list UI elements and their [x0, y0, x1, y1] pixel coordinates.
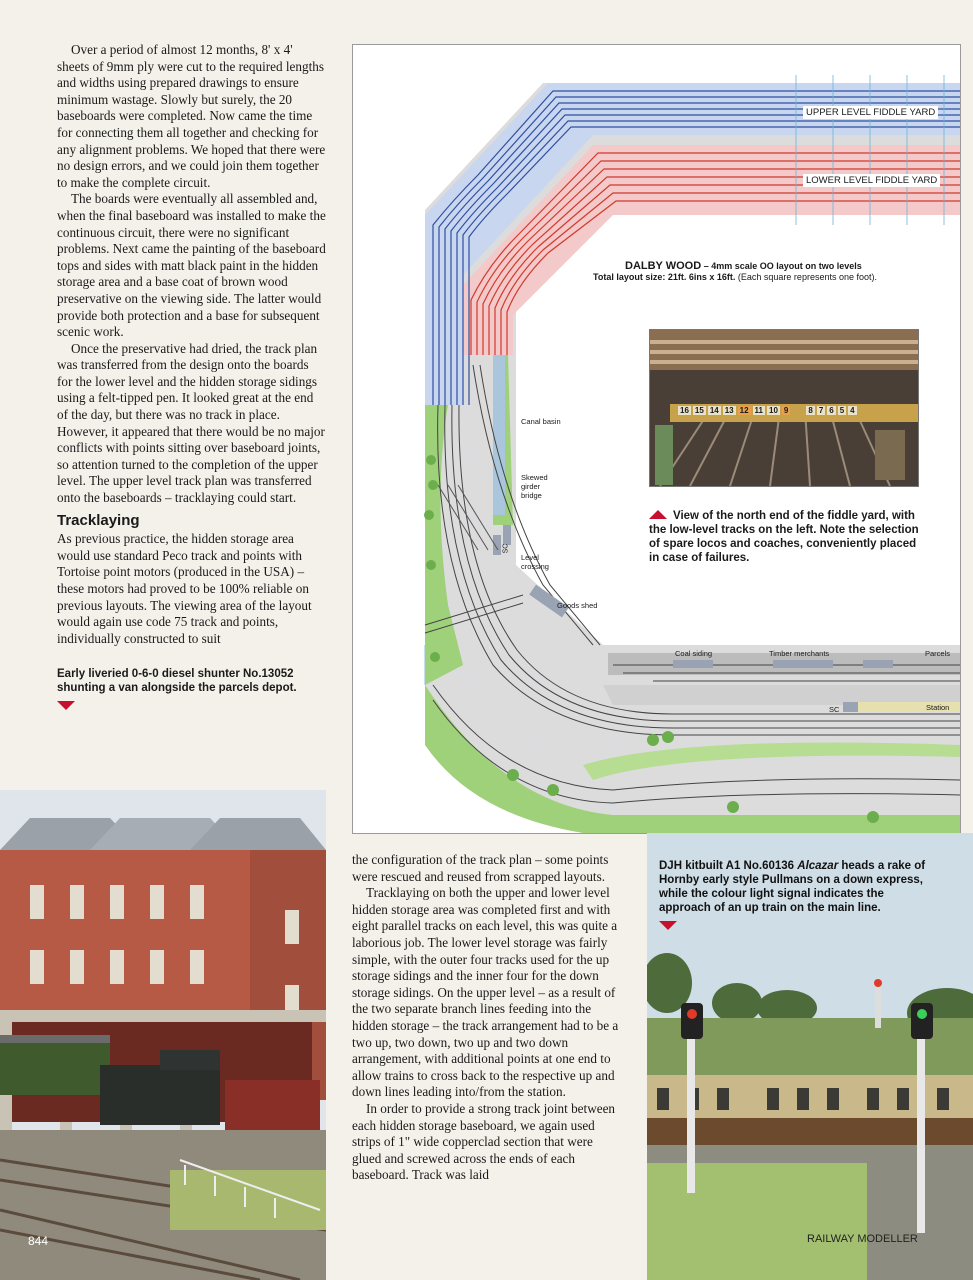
signal-cabin-label: SC	[502, 543, 510, 554]
signal-cabin-label: SC	[829, 705, 840, 714]
station-label: Station	[926, 703, 950, 712]
track-number: 6	[829, 406, 834, 415]
lower-fiddle-yard-text: LOWER LEVEL FIDDLE YARD	[806, 175, 938, 186]
coal-siding-label: Coal siding	[675, 649, 713, 658]
goods-shed-label: Goods shed	[557, 601, 598, 610]
plan-title: DALBY WOOD	[625, 260, 702, 272]
timber-merchants-label: Timber merchants	[769, 649, 830, 658]
plan-size-label: Total layout size:	[593, 272, 666, 282]
page-number: 844	[28, 1234, 49, 1248]
fiddle-yard-numbers	[678, 406, 918, 415]
track-number: 11	[754, 406, 763, 415]
track-number: 7	[818, 406, 824, 415]
paragraph: the configuration of the track plan – some points were rescued and reused from scrapped layouts.	[352, 852, 609, 884]
caption-pointer-icon	[649, 510, 667, 519]
shunter-photo	[0, 790, 326, 1280]
paragraph: Once the preservative had dried, the track plan was transferred from the design onto the boards for the lower level and the hidden storage sidings using a felt-tipped pen. It looked great at the end of the day, but there was no track in place. However, it appeared that there would be no major conflicts with points sitting over baseboard joints, so attention turned to the completion of the upper level. The upper level track plan was transferred onto the baseboards – tracklaying could start.	[57, 340, 325, 506]
track-number: 16	[680, 406, 689, 415]
fiddle-yard-photo	[649, 329, 919, 487]
caption-pointer-icon	[659, 921, 677, 930]
middle-column	[352, 852, 622, 1184]
express-caption	[659, 859, 929, 930]
upper-fiddle-yard-text: UPPER LEVEL FIDDLE YARD	[806, 107, 936, 118]
paragraph: Over a period of almost 12 months, 8' x 4' sheets of 9mm ply were cut to the required lengths and widths using prepared drawings to ensure minimum wastage. Slowly but surely, the 20 baseboards were completed. Now came the time for connecting them all together and checking for any alignment problems. We hoped that there were no design errors, and we could join them together to make the complete circuit.	[57, 42, 326, 190]
paragraph: Tracklaying on both the upper and lower level hidden storage area was completed first and with eight parallel tracks on each level, this was quite a laborious job. The lower level storage was fairly simple, with the outer four tracks used for the up storage sidings and the inner four for the down storage sidings. On the upper level – as a result of the two separate branch lines feeding into the hidden storage – the track arrangement had to be a two up, two down, two up and two down arrangement, with additional points at one end to allow trains to cross back to the respective up and down lines leading into/from the station.	[352, 885, 619, 1100]
express-caption-loco-name: Alcazar	[797, 860, 839, 872]
subheading-tracklaying: Tracklaying	[57, 511, 140, 529]
caption-pointer-icon	[57, 701, 75, 710]
plan-size-value: 21ft. 6ins x 16ft.	[667, 272, 736, 282]
left-column	[57, 42, 327, 710]
paragraph: In order to provide a strong track joint between each hidden storage baseboard, we again used strips of 1" wide copperclad section that were glued and screwed across the ends of each baseboard. Track was laid	[352, 1100, 616, 1183]
parcels-label: Parcels	[925, 649, 951, 658]
fiddle-yard-caption-text: View of the north end of the fiddle yard, with the low-level tracks on the left. Note the selection of spare locos and coaches, conveniently placed in case of failures.	[649, 510, 919, 564]
track-plan	[352, 44, 961, 834]
shunter-photo-art	[0, 790, 326, 1280]
track-number: 8	[808, 406, 813, 415]
paragraph: As previous practice, the hidden storage area would use standard Peco track and points with Tortoise point motors (produced in the USA) – these motors had proved to be 100% reliable on previous layouts. The viewing area of the layout would again use code 75 track and points, individually constructed to suit	[57, 531, 312, 646]
track-number: 15	[694, 406, 704, 415]
plan-square-note: (Each square represents one foot).	[737, 272, 877, 282]
track-number: 14	[709, 406, 719, 415]
skewed-girder-bridge-label: Skewed girder bridge	[521, 473, 548, 500]
plan-subtitle: – 4mm scale OO layout on two levels	[703, 261, 862, 271]
lower-fiddle-yard-label	[803, 174, 940, 187]
express-caption-post: heads a rake of Hornby early style Pullmans on a down express, while the colour light signal indicates the approach of an up train on the main line.	[659, 860, 926, 914]
upper-fiddle-yard-label	[803, 106, 938, 119]
track-number: 9	[783, 406, 789, 415]
paragraph: The boards were eventually all assembled and, when the final baseboard was installed to make the continuous circuit, there were no significant problems. Next came the painting of the baseboard tops and sides with matt black paint in the hidden storage area and a base coat of brown wood preservative on the viewing side. The latter would provide both protection and a base for subsequent scenic work.	[57, 191, 326, 340]
track-number: 13	[724, 406, 734, 415]
canal-basin-label: Canal basin	[521, 417, 561, 426]
shunter-caption: Early liveried 0-6-0 diesel shunter No.13052 shunting a van alongside the parcels depot.	[57, 668, 297, 695]
fiddle-yard-caption	[649, 509, 919, 565]
track-number: 5	[839, 406, 845, 415]
track-number: 4	[850, 406, 855, 415]
track-number: 10	[769, 406, 778, 415]
express-caption-pre: DJH kitbuilt A1 No.60136	[659, 860, 798, 872]
express-photo	[647, 833, 973, 1280]
track-number: 12	[739, 406, 749, 415]
plan-title-block	[593, 260, 961, 282]
level-crossing-label: Level crossing	[521, 553, 549, 571]
magazine-name: RAILWAY MODELLER	[807, 1233, 918, 1245]
